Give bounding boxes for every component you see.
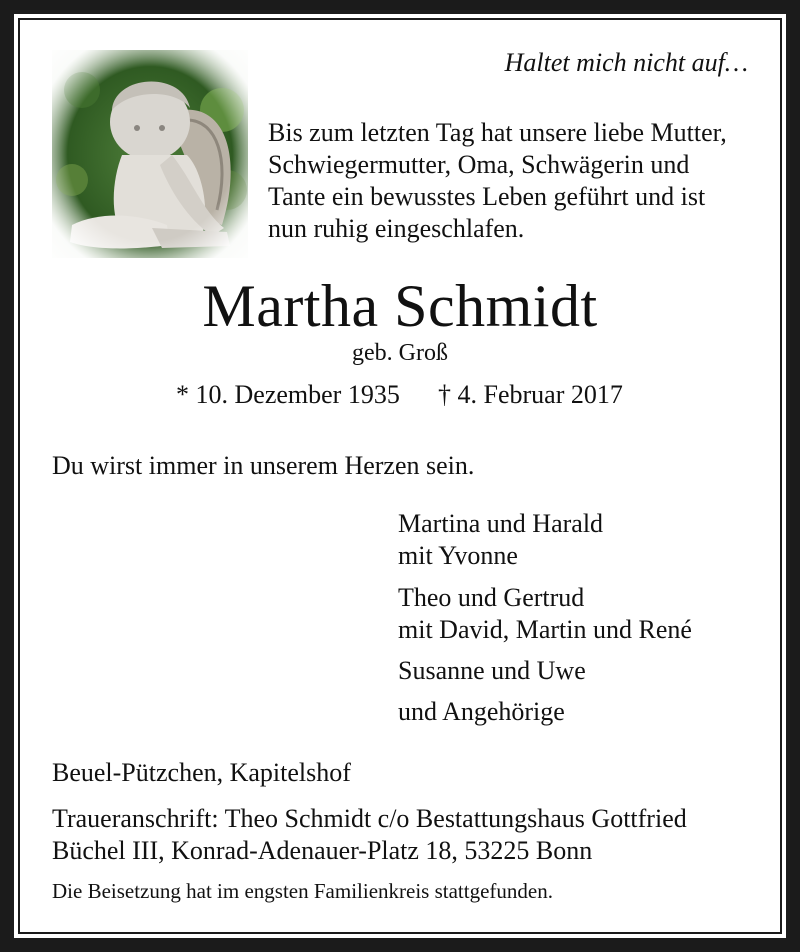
- intro-line: nun ruhig eingeschlafen.: [268, 214, 525, 243]
- intro-line: Schwiegermutter, Oma, Schwägerin und: [268, 150, 690, 179]
- intro-line: Bis zum letzten Tag hat unsere liebe Mutter,: [268, 118, 727, 147]
- intro-text: [268, 117, 768, 245]
- family-group: [398, 696, 565, 728]
- mourning-address: [52, 803, 687, 867]
- maiden-name: geb. Groß: [352, 340, 448, 366]
- death-date: † 4. Februar 2017: [438, 380, 623, 409]
- family-group: [398, 582, 692, 646]
- farewell-text: Du wirst immer in unserem Herzen sein.: [52, 451, 475, 480]
- deceased-name: Martha Schmidt: [202, 273, 598, 339]
- family-line: Martina und Harald: [398, 509, 604, 538]
- family-line: Susanne und Uwe: [398, 656, 586, 685]
- address-line: Büchel III, Konrad-Adenauer-Platz 18, 53225 Bonn: [52, 836, 593, 865]
- funeral-note: Die Beisetzung hat im engsten Familienkreis stattgefunden.: [52, 879, 553, 903]
- motto-text: Haltet mich nicht auf…: [504, 48, 748, 77]
- intro-line: Tante ein bewusstes Leben geführt und ist: [268, 182, 706, 211]
- birth-date: * 10. Dezember 1935: [176, 380, 400, 409]
- family-line: Theo und Gertrud: [398, 583, 585, 612]
- angel-statue-photo: [52, 50, 248, 258]
- family-line: mit David, Martin und René: [398, 615, 692, 644]
- place-text: Beuel-Pützchen, Kapitelshof: [52, 758, 351, 787]
- address-line: Traueranschrift: Theo Schmidt c/o Bestattungshaus Gottfried: [52, 804, 687, 833]
- family-group: [398, 508, 603, 572]
- family-group: [398, 655, 586, 687]
- family-line: und Angehörige: [398, 697, 565, 726]
- family-line: mit Yvonne: [398, 541, 518, 570]
